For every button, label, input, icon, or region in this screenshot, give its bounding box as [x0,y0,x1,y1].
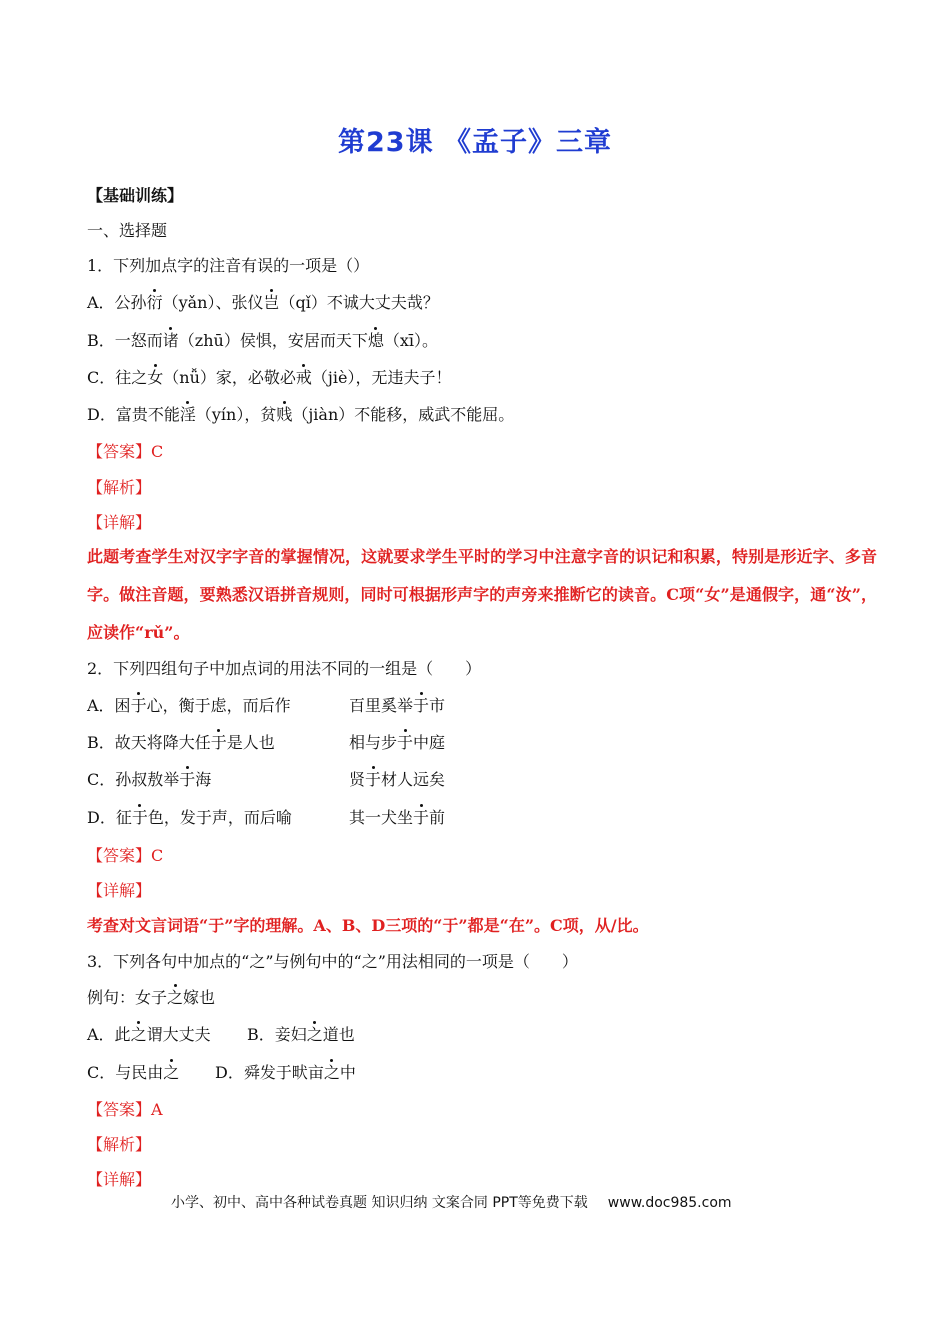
q2-option-c: C．孙叔敖举于海 [87,770,212,789]
q2-option-b-second: 相与步于中庭 [349,733,446,752]
q1-option-d: D．富贵不能淫（yín），贫贱（jiàn）不能移，威武不能屈。 [87,405,515,424]
q2-option-c-second: 贤于材人远矣 [349,770,446,789]
q2-detail-label: 【详解】 [87,881,152,900]
q3-detail-label: 【详解】 [87,1170,152,1189]
part-label: 一、选择题 [87,221,168,240]
q2-explanation: 考查对文言词语“于”字的理解。A、B、D三项的“于”都是“在”。C项，从/比。 [87,916,649,935]
q3-option-d: D．舜发于畎亩之中 [215,1063,356,1082]
question-3-stem: 3．下列各句中加点的“之”与例句中的“之”用法相同的一项是（ ） [87,952,578,971]
q2-answer: 【答案】C [87,846,164,865]
footer-url[interactable]: www.doc985.com [607,1195,732,1211]
q1-option-c: C．往之女（nǚ）家，必敬必戒（jiè），无违夫子！ [87,368,452,387]
q1-option-a: A．公孙衍（yǎn）、张仪岂（qǐ）不诚大丈夫哉？ [87,293,439,312]
q3-option-c: C．与民由之 [87,1063,180,1082]
section-header: 【基础训练】 [87,186,184,205]
question-1-stem: 1．下列加点字的注音有误的一项是（） [87,256,370,275]
q3-analysis-label: 【解析】 [87,1135,152,1154]
page-footer [171,1192,732,1212]
q1-detail-label: 【详解】 [87,513,152,532]
question-2-stem: 2．下列四组句子中加点词的用法不同的一组是（ ） [87,659,482,678]
q3-answer: 【答案】A [87,1100,163,1119]
q1-option-b: B．一怒而诸（zhū）侯惧，安居而天下熄（xī）。 [87,331,438,350]
footer-text: 小学、初中、高中各种试卷真题 知识归纳 文案合同 PPT等免费下载 [171,1195,588,1211]
q2-option-b: B．故天将降大任于是人也 [87,733,275,752]
q3-example: 例句：女子之嫁也 [87,988,216,1007]
q1-analysis-label: 【解析】 [87,478,152,497]
q1-answer: 【答案】C [87,442,164,461]
q2-option-d: D．征于色，发于声，而后喻 [87,808,292,827]
q3-option-a: A．此之谓大丈夫 [87,1025,211,1044]
q3-option-b: B．妾妇之道也 [247,1025,355,1044]
q2-option-a-second: 百里奚举于市 [349,696,446,715]
page-title: 第23课 《孟子》三章 [338,127,612,158]
q1-explanation: 此题考查学生对汉字字音的掌握情况，这就要求学生平时的学习中注意字音的识记和积累，特别是形近字、多音字。做注音题，要熟悉汉语拼音规则，同时可根据形声字的声旁来推断它的读音。C项“女”是通假字，通“汝”，应读作“rǔ”。 [87,547,877,642]
q2-option-d-second: 其一犬坐于前 [349,808,446,827]
q2-option-a: A．困于心，衡于虑，而后作 [87,696,291,715]
